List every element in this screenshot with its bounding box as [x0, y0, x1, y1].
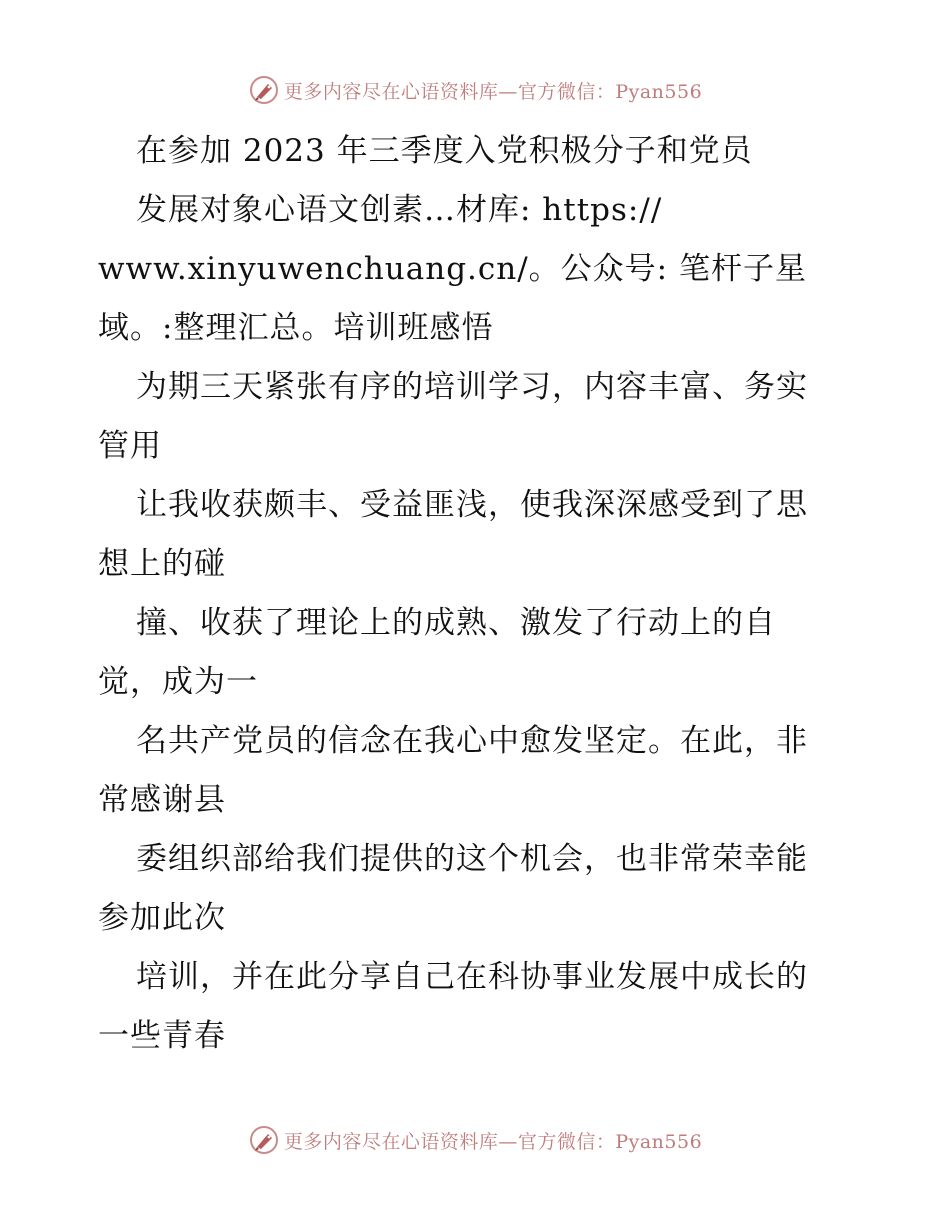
text-line: 管用	[98, 428, 162, 464]
pen-nib-logo-icon	[248, 74, 280, 106]
text-line: 发展对象心语文创素…材库: https://	[136, 192, 663, 228]
text-line: 觉，成为一	[98, 664, 258, 700]
text-line: 委组织部给我们提供的这个机会，也非常荣幸能	[136, 841, 808, 877]
text-line: www.xinyuwenchuang.cn/。公众号: 笔杆子星	[98, 251, 807, 287]
text-line: 撞、收获了理论上的成熟、激发了行动上的自	[136, 605, 776, 641]
banner-text: 更多内容尽在心语资料库—官方微信：Pyan556	[283, 80, 703, 103]
text-line: 域。:整理汇总。培训班感悟	[98, 310, 494, 346]
header-banner	[0, 70, 950, 110]
document-body	[98, 122, 858, 1066]
text-line: 为期三天紧张有序的培训学习，内容丰富、务实	[136, 369, 808, 405]
text-line: 参加此次	[98, 900, 226, 936]
text-line: 名共产党员的信念在我心中愈发坚定。在此，非	[136, 723, 808, 759]
text-line: 常感谢县	[98, 782, 226, 818]
text-line: 在参加 2023 年三季度入党积极分子和党员	[136, 133, 753, 169]
text-line: 让我收获颇丰、受益匪浅，使我深深感受到了思	[136, 487, 808, 523]
text-line: 培训，并在此分享自己在科协事业发展中成长的	[136, 959, 808, 995]
footer-banner	[0, 1120, 950, 1160]
text-line: 一些青春	[98, 1018, 226, 1054]
pen-nib-logo-icon	[248, 1124, 280, 1156]
banner-text: 更多内容尽在心语资料库—官方微信：Pyan556	[283, 1130, 703, 1153]
text-line: 想上的碰	[98, 546, 226, 582]
